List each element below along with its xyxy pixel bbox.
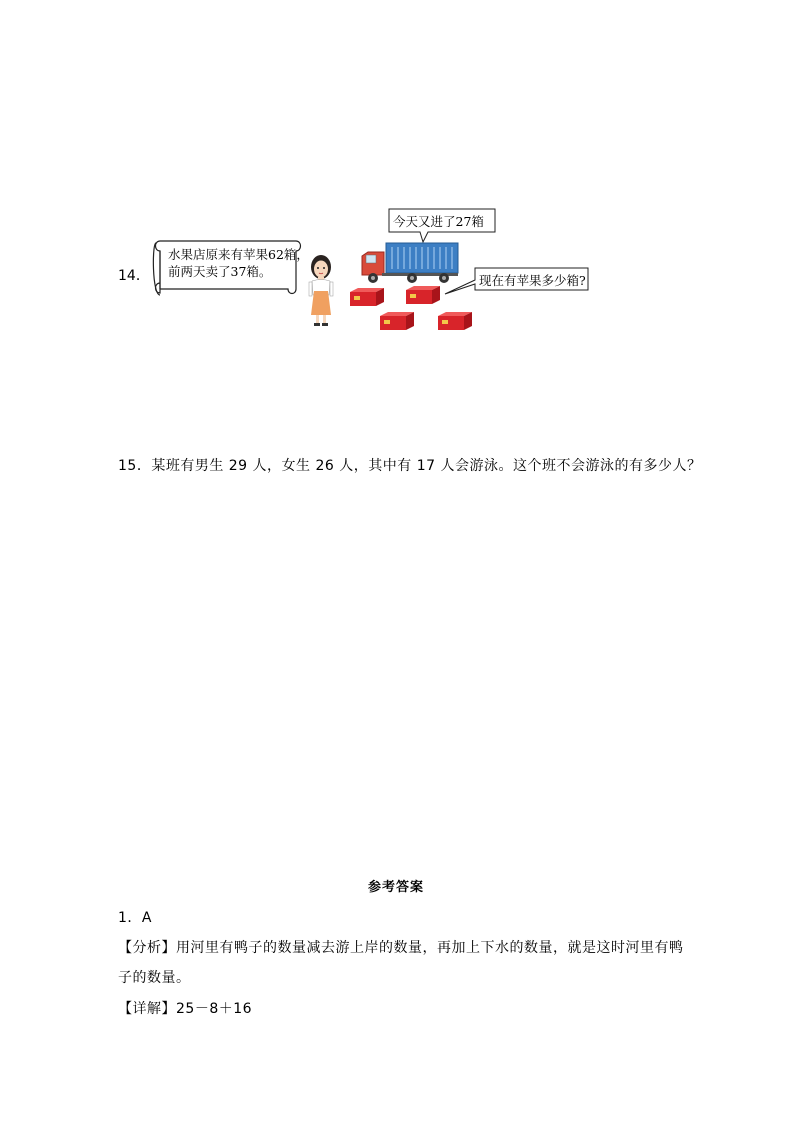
analysis-line-2: 子的数量。: [118, 970, 191, 986]
scroll-text-line1: 水果店原来有苹果62箱，: [168, 247, 309, 262]
question-bubble-text: 现在有苹果多少箱?: [479, 273, 586, 288]
question-14-number: 14．: [118, 268, 150, 284]
shopkeeper-woman-figure: [305, 253, 337, 327]
detail-line: 【详解】25－8＋16: [118, 1001, 253, 1017]
question-15-text: 15．某班有男生 29 人，女生 26 人，其中有 17 人会游泳。这个班不会游泳的有多少人？: [118, 458, 702, 474]
answers-title: 参考答案: [368, 880, 425, 895]
apple-boxes-icon: [346, 286, 476, 342]
answer-item-1: 1．A: [118, 910, 152, 926]
scroll-text-line2: 前两天卖了37箱。: [168, 264, 272, 279]
analysis-line-1: 【分析】用河里有鸭子的数量减去游上岸的数量，再加上下水的数量，就是这时河里有鸭: [118, 940, 684, 956]
truck-bubble-text: 今天又进了27箱: [393, 214, 484, 229]
